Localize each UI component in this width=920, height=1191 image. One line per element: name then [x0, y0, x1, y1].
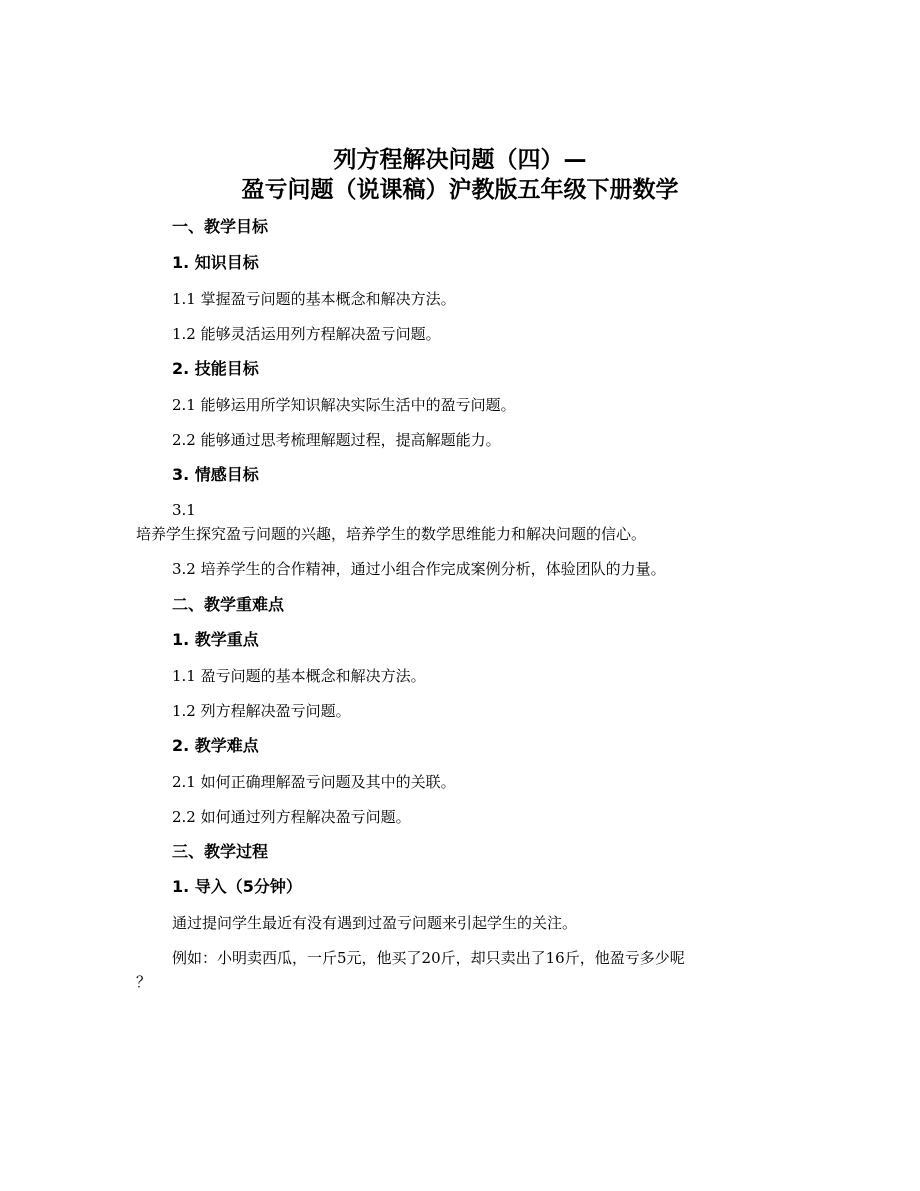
document-title-line-1: 列方程解决问题（四）— — [333, 147, 587, 173]
paragraph: 3.2 培养学生的合作精神，通过小组合作完成案例分析，体验团队的力量。 — [172, 560, 666, 578]
paragraph: 2.2 能够通过思考梳理解题过程，提高解题能力。 — [172, 431, 501, 449]
section-1-sub-2-heading: 2. 技能目标 — [172, 359, 259, 378]
section-1-sub-1-heading: 1. 知识目标 — [172, 253, 259, 272]
paragraph: 2.1 如何正确理解盈亏问题及其中的关联。 — [172, 773, 456, 791]
section-1-sub-3-heading: 3. 情感目标 — [172, 465, 259, 484]
paragraph: 1.1 盈亏问题的基本概念和解决方法。 — [172, 667, 426, 685]
section-2-sub-2-heading: 2. 教学难点 — [172, 736, 259, 755]
paragraph: 1.1 掌握盈亏问题的基本概念和解决方法。 — [172, 290, 456, 308]
section-1-heading: 一、教学目标 — [172, 217, 269, 236]
paragraph: 1.2 列方程解决盈亏问题。 — [172, 702, 351, 720]
paragraph: 1.2 能够灵活运用列方程解决盈亏问题。 — [172, 325, 441, 343]
paragraph: 例如：小明卖西瓜，一斤5元，他买了20斤，却只卖出了16斤，他盈亏多少呢 — [172, 949, 685, 967]
paragraph: 2.1 能够运用所学知识解决实际生活中的盈亏问题。 — [172, 396, 516, 414]
paragraph-continuation: ？ — [136, 973, 152, 991]
section-2-sub-1-heading: 1. 教学重点 — [172, 630, 259, 649]
document-title-line-2: 盈亏问题（说课稿）沪教版五年级下册数学 — [241, 177, 679, 203]
paragraph-number: 3.1 — [172, 501, 196, 519]
paragraph: 培养学生探究盈亏问题的兴趣，培养学生的数学思维能力和解决问题的信心。 — [136, 525, 647, 543]
section-3-heading: 三、教学过程 — [172, 842, 269, 861]
paragraph: 通过提问学生最近有没有遇到过盈亏问题来引起学生的关注。 — [172, 914, 578, 932]
section-3-sub-1-heading: 1. 导入（5分钟） — [172, 877, 302, 896]
paragraph: 2.2 如何通过列方程解决盈亏问题。 — [172, 808, 411, 826]
section-2-heading: 二、教学重难点 — [172, 595, 285, 614]
